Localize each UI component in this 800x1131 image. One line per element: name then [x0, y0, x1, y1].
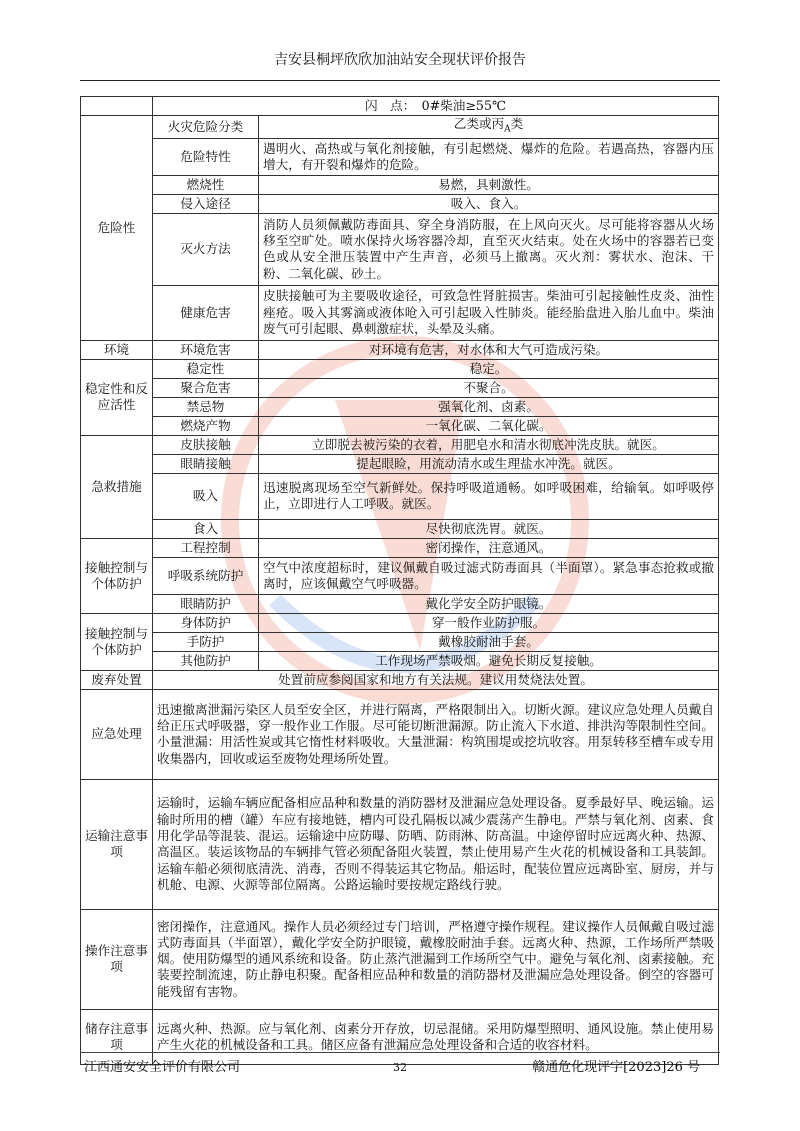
row-label: 燃烧产物	[153, 416, 259, 435]
row-value: 皮肤接触可为主要吸收途径，可致急性肾脏损害。柴油可引起接触性皮炎、油性痤疮。吸入其雾滴或液体呛入可引起吸入性肺炎。能经胎盘进入胎儿血中。柴油废气可引起眼、鼻刺激症状，头晕及头痛。	[259, 285, 719, 340]
category-disposal: 废弃处置	[81, 670, 153, 689]
row-label: 灭火方法	[153, 213, 259, 285]
table-row	[81, 1009, 719, 1064]
row-label: 侵入途径	[153, 194, 259, 213]
category-hazard: 危险性	[81, 116, 153, 341]
row-value: 对环境有危害，对水体和大气可造成污染。	[259, 340, 719, 359]
row-value: 立即脱去被污染的衣着，用肥皂水和清水彻底冲洗皮肤。就医。	[259, 435, 719, 454]
table-row	[81, 519, 719, 538]
table-row	[81, 651, 719, 670]
row-label: 工程控制	[153, 538, 259, 557]
table-row	[81, 340, 719, 359]
table-row	[81, 194, 719, 213]
table-row	[81, 613, 719, 632]
table-row	[81, 397, 719, 416]
category-emergency: 应急处理	[81, 689, 153, 779]
row-value: 吸入、食入。	[259, 194, 719, 213]
table-row	[81, 909, 719, 1009]
category-first-aid: 急救措施	[81, 435, 153, 538]
table-row	[81, 175, 719, 194]
table-row	[81, 689, 719, 779]
table-row	[81, 473, 719, 519]
row-value: 易燃，具刺激性。	[259, 175, 719, 194]
row-value: 工作现场严禁吸烟。避免长期反复接触。	[259, 651, 719, 670]
row-value: 尽快彻底洗胃。就医。	[259, 519, 719, 538]
row-label: 危险特性	[153, 138, 259, 175]
table-row	[81, 435, 719, 454]
table-row	[81, 416, 719, 435]
row-value: 戴化学安全防护眼镜。	[259, 594, 719, 613]
fire-class-value: 乙类或丙$_A$类	[259, 116, 719, 139]
header-rule	[80, 80, 720, 81]
blank-cell	[81, 97, 153, 116]
table-row	[81, 779, 719, 909]
row-value: 戴橡胶耐油手套。	[259, 632, 719, 651]
category-exposure: 接触控制与个体防护	[81, 538, 153, 613]
table-row	[81, 538, 719, 557]
page-footer	[80, 1058, 720, 1080]
row-label: 呼吸系统防护	[153, 557, 259, 594]
row-label: 环境危害	[153, 340, 259, 359]
row-value: 提起眼睑，用流动清水或生理盐水冲洗。就医。	[259, 454, 719, 473]
category-environment: 环境	[81, 340, 153, 359]
table-row	[81, 454, 719, 473]
row-label: 身体防护	[153, 613, 259, 632]
table-row	[81, 670, 719, 689]
msds-table	[80, 96, 719, 1065]
table-row	[81, 97, 719, 116]
category-stability: 稳定性和反应活性	[81, 359, 153, 435]
row-value: 穿一般作业防护服。	[259, 613, 719, 632]
category-transport: 运输注意事项	[81, 779, 153, 909]
row-value: 稳定。	[259, 359, 719, 378]
footer-company: 江西通安安全评价有限公司	[84, 1060, 241, 1075]
row-label: 眼睛防护	[153, 594, 259, 613]
row-label: 火灾危险分类	[153, 116, 259, 139]
row-label: 吸入	[153, 473, 259, 519]
row-value: 不聚合。	[259, 378, 719, 397]
table-row	[81, 116, 719, 139]
row-label: 眼睛接触	[153, 454, 259, 473]
row-value: 迅速脱离现场至空气新鲜处。保持呼吸道通畅。如呼吸困难，给输氧。如呼吸停止，立即进行人工呼吸。就医。	[259, 473, 719, 519]
category-operation: 操作注意事项	[81, 909, 153, 1009]
row-value: 空气中浓度超标时，建议佩戴自吸过滤式防毒面具（半面罩）。紧急事态抢救或撤离时，应该佩戴空气呼吸器。	[259, 557, 719, 594]
table-row	[81, 285, 719, 340]
row-value: 迅速撤离泄漏污染区人员至安全区，并进行隔离，严格限制出入。切断火源。建议应急处理人员戴自给正压式呼吸器，穿一般作业工作服。尽可能切断泄漏源。防止流入下水道、排洪沟等限制性空间。小量泄漏：用活性炭或其它惰性材料吸收。大量泄漏：构筑围堤或挖坑收容。用泵转移至槽车或专用收集器内，回收或运至废物处理场所处置。	[153, 689, 719, 779]
row-value: 密闭操作，注意通风。	[259, 538, 719, 557]
row-label: 燃烧性	[153, 175, 259, 194]
row-label: 聚合危害	[153, 378, 259, 397]
table-row	[81, 359, 719, 378]
table-row	[81, 213, 719, 285]
table-row	[81, 378, 719, 397]
table-row	[81, 632, 719, 651]
row-label: 禁忌物	[153, 397, 259, 416]
row-value: 处置前应参阅国家和地方有关法规。建议用焚烧法处置。	[153, 670, 719, 689]
row-label: 其他防护	[153, 651, 259, 670]
category-exposure: 接触控制与个体防护	[81, 613, 153, 670]
row-label: 手防护	[153, 632, 259, 651]
row-label: 健康危害	[153, 285, 259, 340]
flash-point: 闪 点： 0#柴油≥55℃	[153, 97, 719, 116]
row-value: 强氧化剂、卤素。	[259, 397, 719, 416]
row-value: 远离火种、热源。应与氧化剂、卤素分开存放，切忌混储。采用防爆型照明、通风设施。禁止使用易产生火花的机械设备和工具。储区应备有泄漏应急处理设备和合适的收容材料。	[153, 1009, 719, 1064]
row-value: 一氧化碳、二氧化碳。	[259, 416, 719, 435]
row-value: 密闭操作，注意通风。操作人员必须经过专门培训，严格遵守操作规程。建议操作人员佩戴自吸过滤式防毒面具（半面罩），戴化学安全防护眼镜，戴橡胶耐油手套。远离火种、热源，工作场所严禁吸烟。使用防爆型的通风系统和设备。防止蒸汽泄漏到工作场所空气中。避免与氧化剂、卤素接触。充装要控制流速，防止静电积聚。配备相应品种和数量的消防器材及泄漏应急处理设备。倒空的容器可能残留有害物。	[153, 909, 719, 1009]
row-label: 食入	[153, 519, 259, 538]
row-value: 遇明火、高热或与氧化剂接触，有引起燃烧、爆炸的危险。若遇高热，容器内压增大，有开裂和爆炸的危险。	[259, 138, 719, 175]
footer-rule	[80, 1052, 720, 1053]
row-value: 运输时，运输车辆应配备相应品种和数量的消防器材及泄漏应急处理设备。夏季最好早、晚运输。运输时所用的槽（罐）车应有接地链，槽内可设孔隔板以减少震荡产生静电。严禁与氧化剂、卤素、食用化学品等混装、混运。运输途中应防曝、防晒、防雨淋、防高温。中途停留时应远离火种、热源、高温区。装运该物品的车辆排气管必须配备阻火装置，禁止使用易产生火花的机械设备和工具装卸。运输车船必须彻底清洗、消毒，否则不得装运其它物品。船运时，配装位置应远离卧室、厨房，并与机舱、电源、火源等部位隔离。公路运输时要按规定路线行驶。	[153, 779, 719, 909]
page-number: 32	[393, 1061, 407, 1074]
table-row	[81, 138, 719, 175]
table-row	[81, 594, 719, 613]
row-label: 皮肤接触	[153, 435, 259, 454]
page-header: 吉安县桐坪欣欣加油站安全现状评价报告	[274, 52, 526, 68]
row-value: 消防人员须佩戴防毒面具、穿全身消防服，在上风向灭火。尽可能将容器从火场移至空旷处。喷水保持火场容器冷却，直至灭火结束。处在火场中的容器若已变色或从安全泄压装置中产生声音，必须马上撤离。灭火剂：雾状水、泡沫、干粉、二氧化碳、砂土。	[259, 213, 719, 285]
report-number: 赣通危化现评字[2023]26 号	[532, 1060, 700, 1075]
row-label: 稳定性	[153, 359, 259, 378]
category-storage: 储存注意事项	[81, 1009, 153, 1064]
table-row	[81, 557, 719, 594]
